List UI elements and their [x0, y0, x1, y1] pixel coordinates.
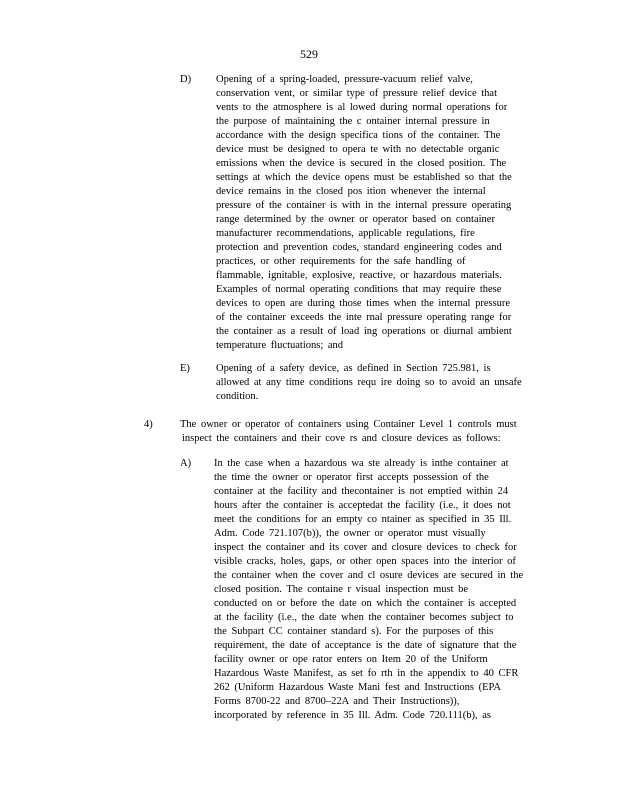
text-line: conservation vent, or similar type of pressure relief device that	[216, 88, 497, 99]
text-line: device must be designed to opera te with no detectable organic	[216, 144, 500, 155]
text-line: requirement, the date of acceptance is the date of signature that the	[214, 640, 517, 651]
text-line: vents to the atmosphere is al lowed during normal operations for	[216, 102, 508, 113]
text-line: pressure of the container is with in the internal pressure operating	[216, 200, 512, 211]
text-line: facility owner or ope rator enters on Item 20 of the Uniform	[214, 654, 488, 665]
text-line: hours after the container is acceptedat the facility (i.e., it does not	[214, 500, 511, 511]
text-line: In the case when a hazardous wa ste already is inthe container at	[214, 458, 509, 469]
text-line: Hazardous Waste Manifest, as set fo rth in the appendix to 40 CFR	[214, 668, 519, 679]
item-label-4: 4)	[144, 419, 153, 430]
text-line: Adm. Code 721.107(b)), the owner or operator must visually	[214, 528, 486, 539]
text-line: devices to open are during those times when the internal pressure	[216, 298, 511, 309]
text-line: range determined by the owner or operator based on container	[216, 214, 495, 225]
text-line: The owner or operator of containers using Container Level 1 controls must	[180, 419, 517, 430]
page-number: 529	[300, 47, 318, 61]
item-text-4	[180, 418, 540, 446]
text-line: of the container exceeds the inte rnal pressure operating range for	[216, 312, 512, 323]
text-line: visible cracks, holes, gaps, or other open spaces into the interior of	[214, 556, 516, 567]
item-label-a: A)	[180, 458, 192, 469]
text-line: protection and prevention codes, standard engineering codes and	[216, 242, 502, 253]
text-line: accordance with the design specifica tions of the container. The	[216, 130, 501, 141]
text-line: closed position. The containe r visual inspection must be	[214, 584, 469, 595]
text-line: 262 (Uniform Hazardous Waste Mani fest and Instructions (EPA	[214, 682, 501, 693]
text-line: the Subpart CC container standard s). For the purposes of this	[214, 626, 494, 637]
text-line: the container when the cover and cl osure devices are secured in the	[214, 570, 524, 581]
text-line: flammable, ignitable, explosive, reactive, or hazardous materials.	[216, 270, 502, 281]
item-label-d: D)	[180, 74, 192, 85]
text-line: condition.	[216, 391, 259, 402]
text-line: device remains in the closed pos ition whenever the internal	[216, 186, 486, 197]
text-line: allowed at any time conditions requ ire doing so to avoid an unsafe	[216, 377, 522, 388]
text-line: practices, or other requirements for the safe handling of	[216, 256, 466, 267]
item-text-e	[216, 362, 532, 404]
item-text-a	[214, 457, 540, 723]
text-line: Opening of a spring-loaded, pressure-vacuum relief valve,	[216, 74, 473, 85]
text-line: at the facility (i.e., the date when the container becomes subject to	[214, 612, 514, 623]
text-line: Forms 8700-22 and 8700–22A and Their Instructions)),	[214, 696, 460, 707]
text-line: the purpose of maintaining the c ontainer internal pressure in	[216, 116, 490, 127]
text-line: temperature fluctuations; and	[216, 340, 344, 351]
item-text-d	[216, 73, 532, 353]
text-line: settings at which the device opens must be established so that the	[216, 172, 512, 183]
text-line: emissions when the device is secured in the closed position. The	[216, 158, 507, 169]
text-line: Opening of a safety device, as defined in Section 725.981, is	[216, 363, 491, 374]
text-line: incorporated by reference in 35 Ill. Adm. Code 720.111(b), as	[214, 710, 492, 721]
text-line: manufacturer recommendations, applicable regulations, fire	[216, 228, 475, 239]
text-line: conducted on or before the date on which the container is accepted	[214, 598, 517, 609]
text-line: inspect the container and its cover and closure devices to check for	[214, 542, 517, 553]
text-line: container at the facility and thecontainer is not emptied within 24	[214, 486, 509, 497]
text-line: Examples of normal operating conditions that may require these	[216, 284, 502, 295]
text-line: inspect the containers and their cove rs and closure devices as follows:	[182, 433, 501, 444]
item-label-e: E)	[180, 363, 190, 374]
text-line: the container as a result of load ing operations or diurnal ambient	[216, 326, 512, 337]
text-line: the time the owner or operator first accepts possession of the	[214, 472, 489, 483]
text-line: meet the conditions for an empty co ntainer as specified in 35 Ill.	[214, 514, 512, 525]
